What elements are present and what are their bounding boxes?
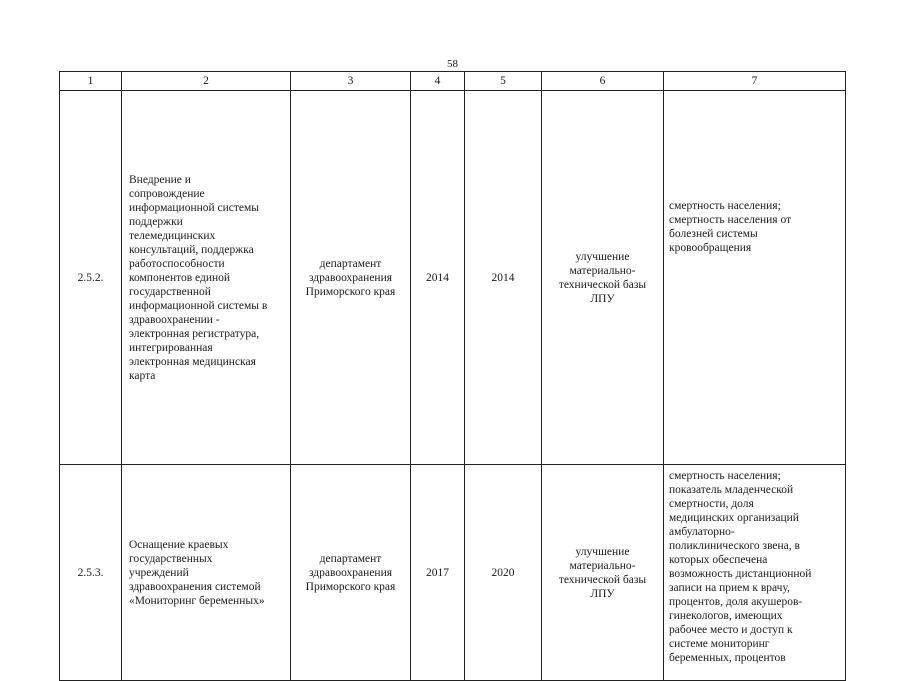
- executor: департамент здравоохранения Приморского края: [291, 465, 411, 681]
- table-row: [60, 91, 846, 465]
- end-year: 2014: [465, 91, 542, 465]
- executor: департамент здравоохранения Приморского края: [291, 91, 411, 465]
- item-description: Внедрение и сопровождение информационной системы поддержки телемедицинских консультаций, поддержка работоспособности компонентов единой государственной информационной системы в здравоохранении - электронная регистратура, интегрированная электронная медицинская карта: [122, 91, 291, 465]
- item-number: 2.5.3.: [60, 465, 122, 681]
- item-number: 2.5.2.: [60, 91, 122, 465]
- header-cell: 3: [291, 72, 411, 91]
- header-row: [60, 72, 846, 91]
- start-year: 2014: [411, 91, 465, 465]
- expected-result: улучшение материально- технической базы ЛПУ: [542, 91, 664, 465]
- end-year: 2020: [465, 465, 542, 681]
- table-row: [60, 465, 846, 681]
- header-cell: 2: [122, 72, 291, 91]
- header-cell: 4: [411, 72, 465, 91]
- header-cell: 7: [664, 72, 846, 91]
- header-cell: 6: [542, 72, 664, 91]
- indicators: смертность населения; показатель младенческой смертности, доля медицинских организаций амбулаторно- поликлинического звена, в которых обеспечена возможность дистанционной записи на прием к врачу, процентов, доля акушеров- гинекологов, имеющих рабочее место и доступ к системе мониторинг беременных, процентов: [664, 465, 846, 681]
- header-cell: 5: [465, 72, 542, 91]
- page-number: 58: [447, 58, 458, 70]
- header-cell: 1: [60, 72, 122, 91]
- start-year: 2017: [411, 465, 465, 681]
- expected-result: улучшение материально- технической базы ЛПУ: [542, 465, 664, 681]
- indicators: смертность населения; смертность населения от болезней системы кровообращения: [664, 91, 846, 465]
- program-table: [59, 71, 846, 681]
- item-description: Оснащение краевых государственных учреждений здравоохранения системой «Мониторинг беременных»: [122, 465, 291, 681]
